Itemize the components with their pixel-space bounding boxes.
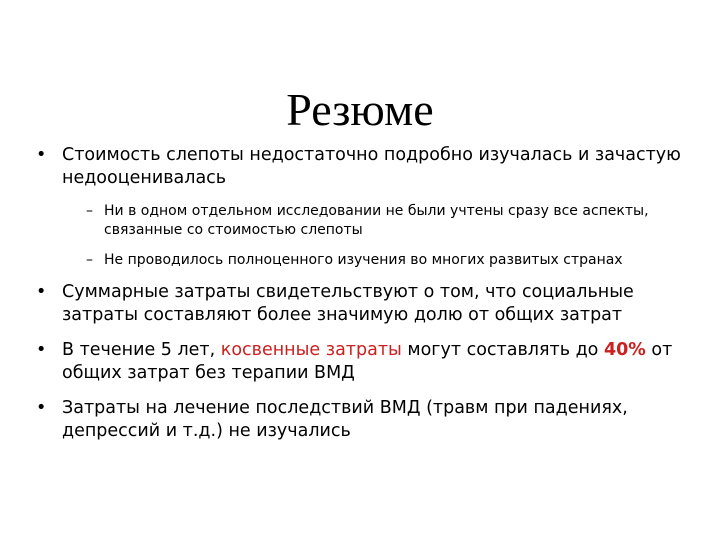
sub-bullet-item-2 bbox=[36, 251, 686, 270]
bullet-list bbox=[36, 144, 686, 455]
bullet-item-1 bbox=[36, 144, 686, 190]
highlight-percent: 40% bbox=[603, 340, 646, 360]
bullet-text-part: от общих затрат без терапии ВМД bbox=[62, 340, 673, 383]
bullet-text: Затраты на лечение последствий ВМД (травм при падениях, депрессий и т.д.) не изучались bbox=[62, 398, 628, 441]
bullet-item-3 bbox=[36, 339, 686, 385]
sub-bullet-text: Ни в одном отдельном исследовании не были учтены сразу все аспекты, связанные со стоимостью слепоты bbox=[104, 203, 649, 238]
bullet-text-part: могут составлять до bbox=[401, 340, 604, 360]
bullet-marker: • bbox=[36, 398, 47, 418]
bullet-marker: • bbox=[36, 282, 47, 302]
dash-marker: – bbox=[86, 252, 93, 268]
bullet-text-part: В течение 5 лет, bbox=[62, 340, 221, 360]
sub-bullet-item-1 bbox=[36, 202, 686, 240]
bullet-item-4 bbox=[36, 397, 686, 443]
bullet-text: Стоимость слепоты недостаточно подробно изучалась и зачастую недооценивалась bbox=[62, 145, 681, 188]
bullet-marker: • bbox=[36, 145, 47, 165]
dash-marker: – bbox=[86, 203, 93, 219]
highlight-indirect-costs: косвенные затраты bbox=[220, 340, 402, 360]
bullet-item-2 bbox=[36, 281, 686, 327]
bullet-marker: • bbox=[36, 340, 47, 360]
sub-bullet-text: Не проводилось полноценного изучения во многих развитых странах bbox=[104, 252, 623, 268]
bullet-text: Суммарные затраты свидетельствуют о том, что социальные затраты составляют более значимую долю от общих затрат bbox=[62, 282, 634, 325]
slide-title: Резюме bbox=[286, 84, 434, 135]
